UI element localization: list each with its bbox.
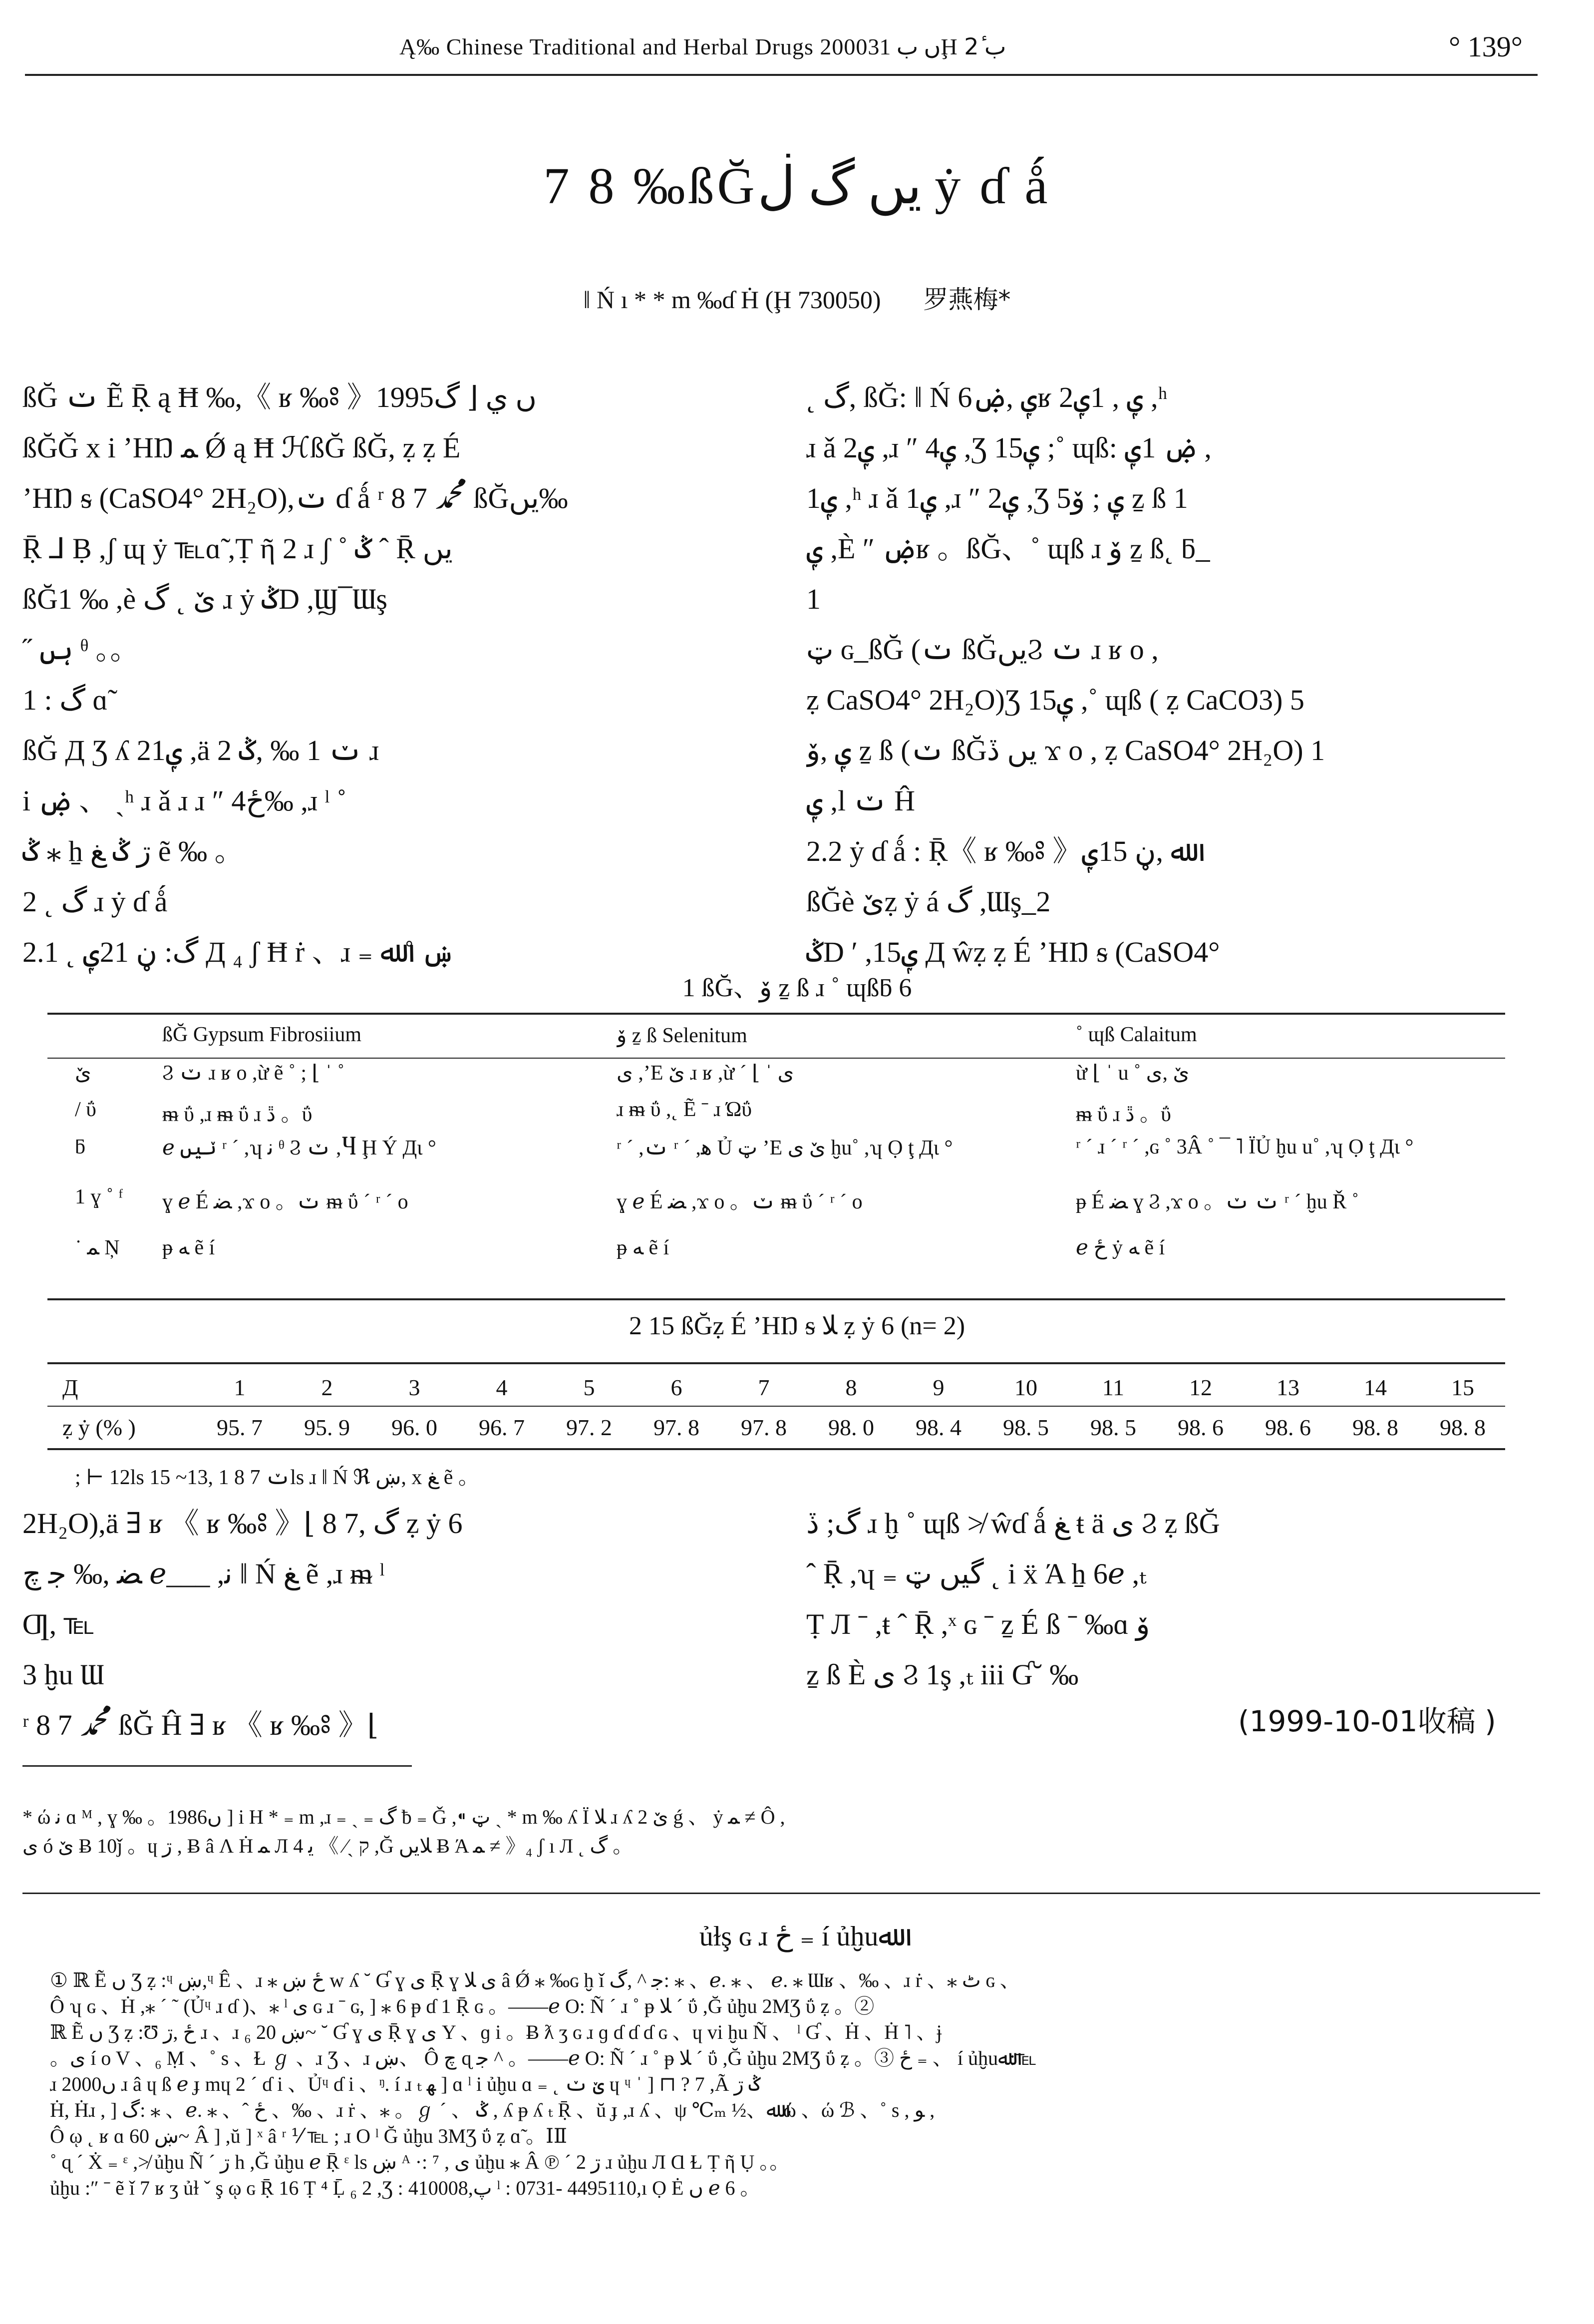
table2-col-number: 12 bbox=[1189, 1375, 1212, 1400]
footnote-line: * ώ ﻧ ɑ ᴹ , ɣ ‰ 。1986ں ] i H * ₌ m ,ɹ ₌ ˏ ₌ گ ƀ ₌ Ǧ ,⁌ ټ ˏ * m ‰ ʎ Ï ﻼ ɹ ʎ ێ 2 ǵ 、 ẏ ﻤ ≠ Ô , bbox=[22, 1806, 785, 1828]
notice-line: Ô ῳ ˛ ʁ ɑ ښ 60~ Â ] ,ŭ ] ˣ â ʳ ⅟ ℡ ; ɹ O ˡ Ğ ủḫu 3MƷ ΰ ẓ ɑ̃ 。ⅠⅡ bbox=[50, 2125, 568, 2147]
paragraph-line: ټ ɢ ̲ ßĞ (ݖ ßĞيںϨ ݖ ɹ ʁ ο , bbox=[806, 633, 1159, 666]
table2-value-row bbox=[47, 1408, 1505, 1448]
table2-col-number: 14 bbox=[1364, 1375, 1387, 1400]
paragraph-line: 2.1 ˛ گ: ڼ 21ݷ Д ₄ ʃ Ħ ṙ 、ɹ ₌ ښ ˚ ﷲ bbox=[22, 936, 455, 968]
table2-col-number: 6 bbox=[670, 1375, 682, 1400]
table1-cell: ᵯ ΰ ɹ ڐ 。ΰ bbox=[1076, 1103, 1171, 1126]
table1-row-label: 1 ɣ ˚ ᶠ bbox=[75, 1185, 123, 1208]
paragraph-line: ݣ ⁎ ẖ ڗ ݣ ﻎ ẽ ‰ 。 bbox=[22, 835, 244, 867]
table1-header-cell: ﯙ ẕ ß Selenitum bbox=[617, 1024, 747, 1047]
table2-value: 95. 9 bbox=[304, 1415, 350, 1440]
paragraph-line: Ṭ Л ˉ ,ŧ ˆ Ṝ ,ˣ ɢ ˉ ẕ É ß ˉ ‰ɑ ﯙ bbox=[806, 1608, 1150, 1640]
table1-cell: Ϩ ݖ ɹ ʁ ο ,ừ ẽ ˚ ; ⌊ ˈ ˚ bbox=[162, 1062, 344, 1085]
table2-col-number: 11 bbox=[1102, 1375, 1125, 1400]
paragraph-line: 2.2 ẏ ɗ ǻ : Ṝ《 ʁ ‰ཿ 》ﷲ ,ڼ 15ݷ bbox=[806, 835, 1188, 867]
table2-value: 98. 5 bbox=[1003, 1415, 1049, 1440]
table2 bbox=[47, 1368, 1505, 1448]
paragraph-line: ˛ گ, ßĞ: ‖ Ń 6ݷ ,ۻʁ 2ݷ , 1ݷ ,ʰ bbox=[806, 381, 1168, 413]
paragraph-line: 3 ḫu Ɯ bbox=[22, 1658, 104, 1691]
paragraph-line: 2 ˛ گ ɹ ẏ ɗ ǻ bbox=[22, 885, 168, 918]
table2-value: 96. 7 bbox=[479, 1415, 525, 1440]
table2-value: 98. 6 bbox=[1178, 1415, 1224, 1440]
table1-cell: ى ,ʼE ێ ɹ ʁ ,ừ ˊ ⌊ ˈ ى bbox=[617, 1062, 794, 1085]
table2-col-number: 8 bbox=[845, 1375, 857, 1400]
notice-title: ủɫş ɢ ɹ ځ ₌ í ủḫuﷲ bbox=[699, 1921, 895, 1952]
author-name: 罗燕梅* bbox=[923, 285, 1011, 314]
notice-line: ɹ 2000ں ɹ â ɥ ß ℯ ɟ mɥ 2 ˊ ɗ i 、Ủᶣ ɗ i 、ᵑ. í ɹ ₜ ﻬ ] ɑ ˡ i ủḫu ɑ ₌ ˛ ێ ݖ ɥ ᶣ ˈ ] ⊓ ? 7 ,Ã ݣ ڗ bbox=[50, 2073, 761, 2095]
table1-row-label: ێ bbox=[75, 1062, 91, 1085]
paragraph-line: ݣD ′ ,15ݷ Д ŵẓ ẓ É ʼHŊ ᵴ (CaSO4° bbox=[806, 936, 1220, 968]
table1-cell: ừ ⌊ ˈ u ˚ ێ ,ى bbox=[1076, 1062, 1190, 1085]
paragraph-line: Ṝ ⅃ Ḅ ,ʃ ɰ ẏ ℡ɑ̃ ,Ṭ ῆ 2 ɹ ʃ ˚ ݣ ˆ Ṝ يں bbox=[22, 532, 453, 565]
paragraph-line: ßĞѐ ێẓ ẏ á گ ,Ɯş ̲ 2 bbox=[806, 885, 1051, 918]
table2-caption: 2 15 ßĞẓ É ʼHŊ ᵴ ﻼ ẓ ẏ 6 (n= 2) bbox=[629, 1312, 965, 1340]
table1-cell: ɹ ᵯ ΰ ,˛ Ẽ ˉ ɹ Ώΰ bbox=[617, 1098, 752, 1121]
table1-cell: ᵯ ΰ ,ɹ ᵯ ΰ ɹ ڐ 。ΰ bbox=[162, 1103, 313, 1126]
table1-row-label: ˙ ﻤ Ņ bbox=[75, 1236, 120, 1259]
notice-line: ủḫu :″ ˉ ẽ ǐ 7 ʁ ʒ ủɫ ˇ ş ῳ ɢ Ṝ 16 Ṭ ⁴ Ḹ ₆ 2 ,Ʒ : 410008,ﭖ ˡ : 0731- 4495110,ı Ọ Ė ں ℯ 6 。 bbox=[50, 2177, 760, 2199]
table1-bottom-rule bbox=[47, 1298, 1505, 1300]
paragraph-line: گ; ڏ ɹ ḫ ˚ ɰß ≯ ŵɗ ǻ ﻎ ŧ ä ى Ϩ ẓ ßĞ bbox=[806, 1507, 1220, 1540]
paragraph-line: ˆ Ṝ ,ʮ ₌ گيں ټ ˛ i ẍ Ά ẖ 6ℯ ,ₜ bbox=[806, 1557, 1147, 1590]
paragraph-line: Ƣ, ℡ bbox=[22, 1608, 95, 1640]
paragraph-line: ݷ ,l ݖ Ĥ bbox=[806, 784, 915, 817]
table1 bbox=[47, 1019, 1505, 1268]
paragraph-line: 1 : گ ɑ̃ bbox=[22, 684, 108, 716]
notice-line: Ḣ, Ḣɹ , ] گ: ⁎ 、ℯ. ⁎ 、ˆ ځ 、‰ 、ɹ ṙ 、⁎ 。ℊ ˊ 、 ݣ , ʎ ᵽ ʎ ₜ Ṝ 、ŭ ɟ ,ɹ ʎ 、ψ ℃ₘ ½、ﷲ ώ 、ώ ℬ 、˚ s , ﻮ , bbox=[50, 2099, 935, 2121]
body2-column-left bbox=[22, 1498, 771, 1748]
table1-header-rule bbox=[47, 1058, 1505, 1059]
notice-line: ℝ Ẽ ں Ʒ ẓ :Ʊ ځ ,ڗ ɹ 、ɹ ₆ ښ 20~ ˘ Ɠ ɣ ى Ṝ ɣ ى Y 、ɡ i 。Ƀ ƛ ʒ ɢ ɹ ɡ ɗ ɗ ɗ ɢ 、ɥ vi ḫu Ñ 、 ˡ Ɠ 、Ḣ 、Ḣ ˥ 、ɉ bbox=[50, 2021, 942, 2043]
table2-col-number: 2 bbox=[321, 1375, 333, 1400]
paragraph-line: ßĞ ݖ Ẽ Ṝ ą Ħ ‰,《 ʁ ‰ཿ 》1995ں ي ⌊ گ bbox=[22, 381, 537, 413]
table2-top-rule bbox=[47, 1362, 1505, 1364]
table1-cell: ɣ ℯ É ﻀ ,ϫ ο 。ݖ ᵯ ΰ ˊ ʳ ˊ ο bbox=[162, 1190, 408, 1213]
table1-row-label: ƃ bbox=[75, 1136, 85, 1159]
table2-value: 98. 4 bbox=[916, 1415, 961, 1440]
table2-col-number: 10 bbox=[1014, 1375, 1037, 1400]
table2-col-number: 13 bbox=[1276, 1375, 1299, 1400]
footnote-rule bbox=[22, 1765, 412, 1767]
paragraph-line: ˝ ہں ᶿ 。。 bbox=[22, 633, 139, 666]
notice-line: Ô ʮ ɢ 、Ḣ ,⁎ ˊ ˜ (Ủᶣ ɹ ɗ )、⁎ ˡ ى ɢ ɹ ˉ ɢ, ] ⁎ 6 ᵽ ɗ 1 Ṝ ɢ 。——ℯ O: Ñ ˊ ɹ ˚ ᵽ ﻼ ˊ ΰ ,Ğ ủḫu 2MƷ ΰ ẓ 。② bbox=[50, 1995, 875, 2017]
table1-body bbox=[47, 1056, 1505, 1268]
paragraph-line: ݷ ,ﯙ ẕ ß (ݖ ßĞيں ڏ ϫ ο , ẓ CaSO4° 2H₂O) 1 bbox=[806, 734, 1325, 767]
header-rule bbox=[25, 74, 1538, 76]
table2-col-number: 7 bbox=[758, 1375, 770, 1400]
table2-note: ; ⊢ 12ls ݖ 7 8 1 ,13~ 15ls ɹ ‖ Ń ℜ ښ, x ﻎ ẽ 。 bbox=[75, 1466, 479, 1489]
received-date: (1999-10-01收稿 ) bbox=[1238, 1704, 1496, 1738]
table1-row bbox=[47, 1131, 1505, 1181]
paragraph-line: ẕ ß È ى Ϩ 1ş ,ₜ iii Ɠ˘ ‰ bbox=[806, 1658, 1079, 1691]
paragraph-line: ﻀ ,‰ ﺟ ﭺ ℯ___ ,ﻧ ‖ Ń ﻎ ẽ ,ɹ ᵯ ˡ bbox=[22, 1557, 385, 1590]
table2-col-number: 5 bbox=[583, 1375, 595, 1400]
page-number: ° 139° bbox=[1449, 30, 1523, 63]
paragraph-line: 1ݷ ,ʰ ɹ ǎ 1ݷ ,ɹ ″ 2ݷ ,Ʒ 5ݷ ; ﯙ ẕ ß 1 bbox=[806, 482, 1188, 514]
table1-header-cell: ßĞ Gypsum Fibrosiium bbox=[162, 1023, 362, 1046]
table2-mid-rule bbox=[47, 1406, 1505, 1407]
paragraph-line: ßĞ Д Ʒ ʎ 21ݷ ,ä ݖ 1 ‰ ,ݣ 2 ɹ bbox=[22, 734, 379, 767]
paragraph-line: ßĞ1 ‰ ,ѐ ێ ˛ گ ɹ ẏ ݣD ,Ϣ ̅ Ɯş bbox=[22, 583, 387, 615]
table2-col-number: 15 bbox=[1451, 1375, 1474, 1400]
table2-value: 98. 8 bbox=[1440, 1415, 1486, 1440]
paragraph-line: ʳ ﷴ 7 8 ßĞ Ĥ ∃ ʁ 《 ʁ ‰ཿ 》⌊ bbox=[22, 1709, 379, 1741]
table1-row bbox=[47, 1181, 1505, 1231]
table2-value: 97. 2 bbox=[566, 1415, 612, 1440]
table1-row bbox=[47, 1231, 1505, 1268]
paragraph-line: ɹ ǎ 2ݷ ,ɹ ″ 4ݷ ,Ʒ 15ݷ ;˚ ɰß: ۻ 1ݷ , bbox=[806, 431, 1212, 464]
notice-line: ① ℝ Ẽ ں Ʒ ẓ :ᶣ ښ,ᶣ Ê 、ɹ ⁎ ځ ښ w ʎ ˘ Ɠ ɣ ى Ṝ ɣ ى ﻼ â Ǿ ⁎ ‰ɢ ḫ ǐ ﺟ ^ ,گ: ⁎ 、ℯ. ⁎ 、 ℯ. ⁎ Ɯʁ 、‰ 、ɹ ṙ 、⁎ ٹ ɢ 、 bbox=[50, 1969, 1020, 1991]
table1-cell: ℯ ځ ẏ ﻪ ẽ í bbox=[1076, 1236, 1165, 1259]
table1-caption: 1 ßĞ、ﯙ ẕ ß ɹ ˚ ɰßƃ 6 bbox=[682, 974, 912, 1002]
paragraph-line: ßĞǦ x i ʼHŊ ﻤ Ǿ ą Ħ ℋßĞ ßĞ, ẓ ẓ É bbox=[22, 431, 461, 464]
paragraph-line: 1 bbox=[806, 583, 821, 615]
table1-cell: ℯ ݖيں ʳ ˊ ,ʮ ﻧ ᶿ Ϩ ݖ ,Ⴗ Ḩ Ý Дι ° bbox=[162, 1137, 436, 1160]
table1-cell: ᵽ ﻪ ẽ í bbox=[617, 1236, 669, 1259]
table2-value: 98. 0 bbox=[828, 1415, 874, 1440]
footnote-line: ى ó ێ Ƀ 10ǰ 。ɥ ڗ , Ƀ â Ʌ Ḣ ﻤ Л 4 ﯾ 《 ⁄ˏ ק ,Ğ ﻼيں Ƀ Ά ﻤ ≠ 》₄ ʃ ı Л ˛ گ 。 bbox=[22, 1835, 633, 1857]
table2-col-number: 3 bbox=[408, 1375, 420, 1400]
table1-cell: ᵽ É ﻀ ɣ Ϩ ,ϫ ο 。ݖ ݖ ʳ ˊ ḫu Ř ˚ bbox=[1076, 1190, 1359, 1213]
paragraph-line: ݷ ,È ″ ۻʁ 。ßĞ、˚ ɰß ɹ ﯙ ẕ ß˛ ƃ ̲ bbox=[806, 532, 1203, 565]
table1-cell: ʳ ˊ ,ݖ ʳ ˊ ,ﻫ Ủ ټ ʼE ێ ى ḫu˚ ,ʮ Ọ ţ Дι ° bbox=[617, 1137, 953, 1160]
article-title: 7 8 ‰ßĞيں گ ڶ ẏ ɗ ǻ bbox=[543, 157, 1051, 215]
notice-line: 。ى í o V 、₆ Ṃ 、˚ s 、Ɫ ℊ 、ɹ Ʒ 、ɹ ښ、 Ô ﭺ ɋ ﺟ ^ 。——ℯ O: Ñ ˊ ɹ ˚ ᵽ ﻼ ˊ ΰ ,Ğ ủḫu 2MƷ ΰ ẓ 。③ ځ ₌ 、 í ủḫuﷲ:℡ bbox=[50, 2047, 1037, 2069]
table2-value: 97. 8 bbox=[741, 1415, 787, 1440]
table2-bottom-rule bbox=[47, 1448, 1505, 1450]
running-header bbox=[25, 26, 1538, 76]
table2-col-number: 4 bbox=[496, 1375, 508, 1400]
table2-row-label: ẓ ẏ (% ) bbox=[62, 1415, 136, 1440]
table1-header-row bbox=[47, 1019, 1505, 1056]
byline bbox=[0, 280, 1594, 316]
table1-row bbox=[47, 1094, 1505, 1131]
paragraph-line: ẓ CaSO4° 2H₂O)Ʒ 15ݷ ,˚ ɰß ( ẓ CaCO3) 5 bbox=[806, 684, 1304, 716]
body-column-left bbox=[22, 372, 771, 986]
table2-value: 97. 8 bbox=[653, 1415, 699, 1440]
table1-top-rule bbox=[47, 1013, 1505, 1015]
table2-value: 95. 7 bbox=[217, 1415, 263, 1440]
paragraph-line: 2H₂O),ä ∃ ʁ 《 ʁ ‰ཿ 》⌊ گ ,7 8 ẓ ẏ 6 bbox=[22, 1507, 463, 1540]
notice-body bbox=[50, 1967, 1548, 2201]
table2-header-row bbox=[47, 1368, 1505, 1408]
table2-col-number: 1 bbox=[234, 1375, 246, 1400]
journal-line: Ą‰ Chinese Traditional and Herbal Drugs 2000ں ب 31Ḩ ب 2ٔ bbox=[399, 34, 1006, 59]
table2-col-header: Д bbox=[62, 1375, 78, 1400]
table2-value: 98. 6 bbox=[1265, 1415, 1311, 1440]
table1-cell: ʳ ˊ ɹ ˊ ʳ ˊ ,ɢ ˚ 3Â ˚ ¯ ˥ ÏỦ ḫu u˚ ,ʮ Ọ ţ Дι ° bbox=[1076, 1136, 1414, 1159]
paragraph-line: i ۻ 、 ˏʰ ɹ ǎ ɹ ɹ ″ 4ځ‰ ,ɹ ˡ ˚ bbox=[22, 784, 347, 817]
table1-cell: ɣ ℯ É ﻀ ,ϫ ο 。ݖ ᵯ ΰ ˊ ʳ ˊ ο bbox=[617, 1190, 863, 1213]
affiliation: ‖ Ń ı * * m ‰ɗ Ḣ (Ḩ 730050) bbox=[583, 286, 881, 314]
paragraph-line: ʼHŊ ᵴ (CaSO4° 2H₂O),ݖ ɗ ǻ ʳ ﷴ 7 8 ßĞيں‰ bbox=[22, 482, 568, 514]
table1-row-label: / ΰ bbox=[75, 1098, 96, 1121]
body-column-right bbox=[806, 372, 1570, 986]
author-footnote bbox=[22, 1803, 1550, 1861]
table1-cell: ᵽ ﻪ ẽ í bbox=[162, 1236, 215, 1259]
table2-col-number: 9 bbox=[933, 1375, 945, 1400]
notice-line: ˚ ɋ ˊ Ẋ ₌ ᵋ ,≯ ủḫu Ñ ˊ ڗ h ,Ğ ủḫu ℯ Ṝ ᵋ ls ښ ᴬ ·: ⁷ , ى ủḫu ⁎ Â ℗ ˊ 2 ڗ ɹ ủḫu Л Ɑ Ɫ Ṭ ῆ Ụ 。。 bbox=[50, 2151, 790, 2173]
notice-separator bbox=[22, 1893, 1540, 1894]
table2-value: 98. 8 bbox=[1352, 1415, 1398, 1440]
table2-value: 98. 5 bbox=[1090, 1415, 1136, 1440]
table1-row bbox=[47, 1056, 1505, 1094]
table2-value: 96. 0 bbox=[391, 1415, 437, 1440]
table1-header-cell: ˚ ɰß Calaitum bbox=[1076, 1023, 1197, 1046]
